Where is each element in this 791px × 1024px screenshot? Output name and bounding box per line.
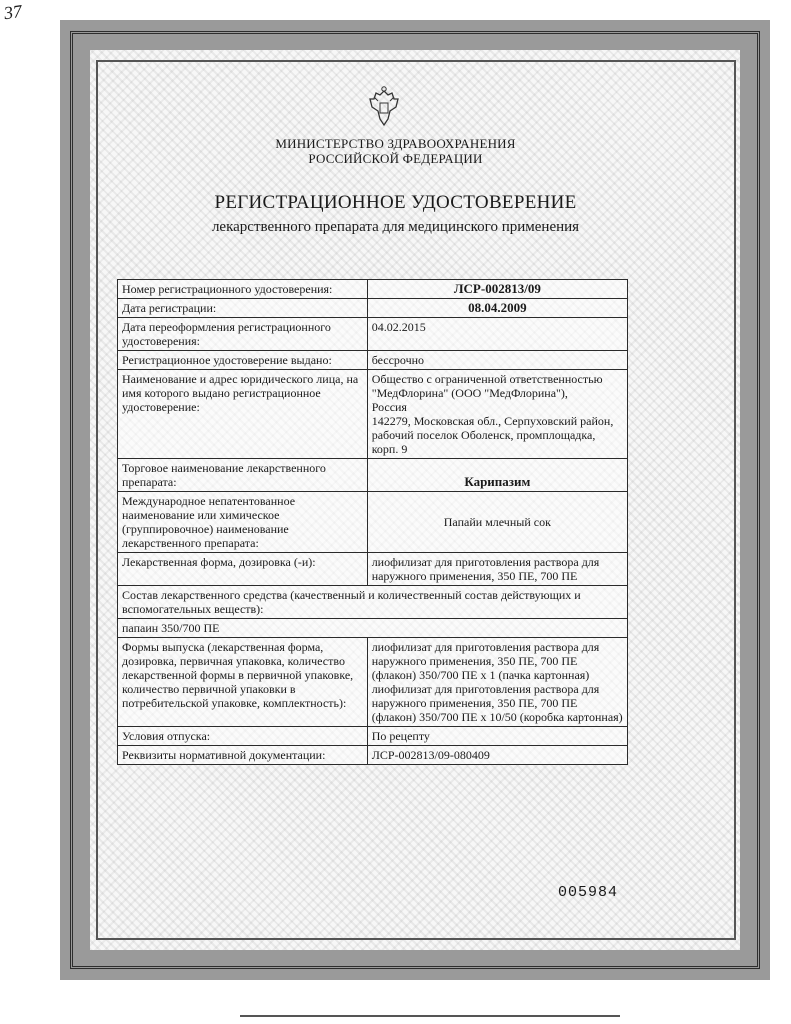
reg-date-value: 08.04.2009 bbox=[367, 299, 627, 318]
ministry-name-line2: РОССИЙСКОЙ ФЕДЕРАЦИИ bbox=[308, 151, 483, 166]
release-form-1: лиофилизат для приготовления раствора для наружного применения, 350 ПЕ, 700 ПЕ (флакон) 350/700 ПЕ x 1 (пачка картонная) bbox=[371, 640, 600, 682]
reg-number-value: ЛСР-002813/09 bbox=[367, 280, 627, 299]
dispense-value: По рецепту bbox=[367, 727, 627, 746]
reg-number-label: Номер регистрационного удостоверения: bbox=[118, 280, 368, 299]
inn-value: Папайи млечный сок bbox=[367, 492, 627, 553]
trade-name-label: Торговое наименование лекарственного препарата: bbox=[118, 459, 368, 492]
form-value: лиофилизат для приготовления раствора для наружного применения, 350 ПЕ, 700 ПЕ bbox=[367, 553, 627, 586]
reissue-date-label: Дата переоформления регистрационного удостоверения: bbox=[118, 318, 368, 351]
bottom-divider bbox=[240, 1015, 620, 1017]
table-row bbox=[118, 318, 628, 351]
validity-value: бессрочно bbox=[367, 351, 627, 370]
dispense-label: Условия отпуска: bbox=[118, 727, 368, 746]
composition-value: папаин 350/700 ПЕ bbox=[118, 619, 628, 638]
document-title: РЕГИСТРАЦИОННОЕ УДОСТОВЕРЕНИЕ bbox=[214, 192, 577, 213]
form-label: Лекарственная форма, дозировка (-и): bbox=[118, 553, 368, 586]
table-row bbox=[118, 727, 628, 746]
holder-address: 142279, Московская обл., Серпуховский район, рабочий поселок Оболенск, промплощадка, корп. 9 bbox=[371, 414, 614, 456]
normative-value: ЛСР-002813/09-080409 bbox=[367, 746, 627, 765]
table-row bbox=[118, 299, 628, 318]
table-row bbox=[118, 370, 628, 459]
table-row bbox=[118, 586, 628, 619]
composition-label: Состав лекарственного средства (качественный и количественный состав действующих и вспомогательных веществ): bbox=[122, 588, 581, 616]
table-row bbox=[118, 553, 628, 586]
reg-date-label: Дата регистрации: bbox=[118, 299, 368, 318]
table-row bbox=[118, 746, 628, 765]
release-forms-label: Формы выпуска (лекарственная форма, дозировка, первичная упаковка, количество лекарственной формы в первичной упаковке, количество первичной упаковки в потребительской упаковке, комплектность): bbox=[118, 638, 368, 727]
table-row bbox=[118, 638, 628, 727]
holder-value bbox=[367, 370, 627, 459]
trade-name-value: Карипазим bbox=[464, 474, 531, 489]
table-row bbox=[118, 351, 628, 370]
ministry-name-line1: МИНИСТЕРСТВО ЗДРАВООХРАНЕНИЯ bbox=[275, 136, 516, 151]
holder-name: Общество с ограниченной ответственностью "МедФлорина" (ООО "МедФлорина"), bbox=[371, 372, 603, 400]
coat-of-arms-icon bbox=[364, 85, 404, 129]
release-forms-value bbox=[367, 638, 627, 727]
page-number-handwritten: 37 bbox=[2, 0, 24, 24]
holder-country: Россия bbox=[371, 400, 407, 414]
reissue-date-value: 04.02.2015 bbox=[367, 318, 627, 351]
trade-name-cell bbox=[367, 459, 627, 492]
table-row bbox=[118, 280, 628, 299]
inn-label: Международное непатентованное наименование или химическое (группировочное) наименование лекарственного препарата: bbox=[118, 492, 368, 553]
holder-label: Наименование и адрес юридического лица, на имя которого выдано регистрационное удостоверение: bbox=[118, 370, 368, 459]
table-row bbox=[118, 459, 628, 492]
normative-label: Реквизиты нормативной документации: bbox=[118, 746, 368, 765]
composition-cell bbox=[118, 586, 628, 619]
certificate-table bbox=[117, 279, 628, 765]
table-row bbox=[118, 492, 628, 553]
document-subtitle: лекарственного препарата для медицинского применения bbox=[211, 219, 580, 235]
validity-label: Регистрационное удостоверение выдано: bbox=[118, 351, 368, 370]
table-row bbox=[118, 619, 628, 638]
release-form-2: лиофилизат для приготовления раствора для наружного применения, 350 ПЕ, 700 ПЕ (флакон) 350/700 ПЕ x 10/50 (коробка картонная) bbox=[371, 682, 623, 724]
serial-number: 005984 bbox=[558, 884, 619, 901]
